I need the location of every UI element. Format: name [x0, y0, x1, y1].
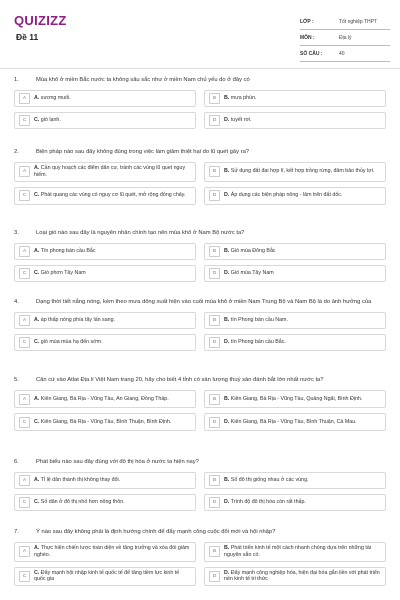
answer-option-c[interactable]	[14, 413, 196, 431]
answer-option-c[interactable]	[14, 567, 196, 587]
question-header	[14, 458, 386, 466]
option-letter-badge: D	[209, 190, 220, 201]
question-text: Ý nào sau đây không phải là định hướng chính để đẩy mạnh công cuộc đổi mới và hội nhập?	[36, 529, 276, 535]
option-body: tín Phong bán cầu Nam.	[230, 317, 288, 324]
option-letter-badge: B	[209, 315, 220, 326]
option-letter-badge: B	[209, 166, 220, 177]
header-divider	[0, 68, 400, 69]
page-title: Đề 11	[16, 32, 39, 42]
option-body: gió lạnh.	[40, 117, 61, 124]
option-body: Tỉ lệ dân thành thị không thay đổi.	[40, 477, 121, 484]
option-body: Tín phong bán cầu Bắc	[40, 248, 96, 255]
option-letter-badge: C	[19, 115, 30, 126]
answer-option-d[interactable]	[204, 112, 386, 129]
question-text: Dạng thời tiết nắng nóng, kèm theo mưa dông xuất hiện vào cuối mùa khô ở miền Nam Trung Bộ và Nam Bộ là do ảnh hưởng của	[36, 299, 372, 305]
option-body: Đẩy mạnh công nghiệp hóa, hiện đại hóa gắn liền với phát triển nền kinh tế tri thức	[224, 569, 380, 583]
option-body: Kiên Giang, Bà Rịa - Vũng Tàu, Quảng Ngãi, Bình Định.	[230, 395, 363, 402]
question-header	[14, 376, 386, 384]
option-body: áp thấp nóng phía tây lấn sang.	[40, 317, 116, 324]
option-text	[34, 248, 95, 255]
option-letter-badge: D	[209, 337, 220, 348]
option-prefix: D.	[224, 418, 230, 425]
option-text	[34, 396, 169, 403]
answer-option-a[interactable]	[14, 472, 196, 489]
question-number: 4.	[14, 299, 19, 305]
answer-option-d[interactable]	[204, 187, 386, 205]
meta-value: 40	[339, 50, 345, 57]
option-body: Sử dụng đất đai hợp lí, kết hợp trồng rừng, đảm bảo thủy lợi.	[230, 168, 375, 175]
option-body: Số đô thị giống nhau ở các vùng.	[230, 477, 309, 484]
answer-options	[14, 243, 386, 282]
question-number: 7.	[14, 529, 19, 535]
option-prefix: D.	[224, 270, 230, 277]
option-body: Kiên Giang, Bà Rịa - Vũng Tàu, Bình Thuận, Cà Mau.	[230, 418, 357, 425]
question-header	[14, 148, 386, 156]
option-text	[224, 477, 308, 484]
meta-label: LỚP :	[300, 18, 314, 25]
option-body: Áp dụng các biện pháp nông - lâm trên đất dốc.	[230, 192, 343, 199]
option-text	[34, 499, 125, 506]
option-text	[224, 317, 288, 324]
question-text: Biện pháp nào sau đây không đúng trong việc làm giảm thiệt hại do lũ quét gây ra?	[36, 149, 250, 155]
question-text: Căn cứ vào Atlat Địa lí Việt Nam trang 20, hãy cho biết 4 tỉnh có sản lượng thuỷ sản đánh bắt lớn nhất nước ta?	[36, 377, 324, 383]
question-text: Loại gió nào sau đây là nguyên nhân chính tạo nên mùa khô ở Nam Bộ nước ta?	[36, 230, 245, 236]
option-letter-badge: D	[209, 497, 220, 508]
option-body: Thực hiện chiến lược toàn diện về tăng trưởng và xóa đói giảm nghèo.	[34, 545, 190, 558]
answer-option-a[interactable]	[14, 90, 196, 107]
option-text	[34, 419, 171, 426]
answer-options	[14, 542, 386, 586]
question-4	[14, 298, 386, 351]
option-prefix: C.	[34, 499, 40, 506]
meta-value: Tốt nghiệp THPT	[339, 18, 377, 25]
question-header	[14, 528, 386, 536]
question-1	[14, 76, 386, 129]
option-body: Cần quy hoạch các điểm dân cư, tránh các vùng lũ quet nguy hiểm.	[34, 165, 186, 178]
meta-row-count	[300, 46, 390, 62]
meta-value: Địa lý	[339, 34, 352, 41]
option-letter-badge: D	[209, 571, 220, 582]
question-5	[14, 376, 386, 431]
option-text	[34, 570, 191, 584]
option-text	[224, 545, 381, 559]
option-prefix: B.	[224, 248, 230, 255]
option-prefix: D.	[224, 499, 230, 506]
option-body: tuyết rơi.	[230, 117, 252, 124]
option-text	[224, 570, 381, 584]
option-prefix: A.	[34, 395, 40, 402]
answer-option-b[interactable]	[204, 390, 386, 408]
option-prefix: A.	[34, 545, 40, 551]
answer-option-d[interactable]	[204, 265, 386, 282]
option-prefix: C.	[34, 270, 40, 277]
option-prefix: B.	[224, 168, 230, 175]
answer-option-d[interactable]	[204, 334, 386, 351]
option-text	[34, 339, 103, 346]
option-letter-badge: C	[19, 417, 30, 428]
option-prefix: A.	[34, 165, 40, 171]
option-prefix: D.	[224, 192, 230, 199]
option-letter-badge: A	[19, 166, 30, 177]
question-7	[14, 528, 386, 586]
answer-option-a[interactable]	[14, 390, 196, 408]
meta-row-class	[300, 14, 390, 30]
option-text	[224, 396, 362, 403]
option-text	[224, 248, 276, 255]
option-letter-badge: B	[209, 546, 220, 557]
option-text	[224, 499, 306, 506]
option-text	[34, 545, 191, 559]
option-letter-badge: C	[19, 190, 30, 201]
answer-option-b[interactable]	[204, 312, 386, 329]
option-text	[34, 317, 115, 324]
answer-option-b[interactable]	[204, 243, 386, 260]
option-body: Phát triển kinh tế một cách nhanh chóng dựa trên những tài nguyên sẵn có.	[224, 545, 371, 558]
answer-option-a[interactable]	[14, 312, 196, 329]
option-letter-badge: A	[19, 93, 30, 104]
meta-row-subject	[300, 30, 390, 46]
option-letter-badge: C	[19, 497, 30, 508]
question-number: 3.	[14, 230, 19, 236]
option-letter-badge: A	[19, 246, 30, 257]
option-text	[34, 95, 71, 102]
answer-option-c[interactable]	[14, 112, 196, 129]
answer-option-c[interactable]	[14, 334, 196, 351]
option-text	[34, 117, 61, 124]
option-text	[224, 117, 252, 124]
option-text	[224, 419, 357, 426]
option-body: Gió phơn Tây Nam	[40, 270, 86, 277]
option-body: tín Phong bán cầu Bắc.	[230, 339, 286, 346]
option-prefix: A.	[34, 95, 40, 102]
option-prefix: C.	[34, 418, 40, 425]
question-text: Mùa khô ở miền Bắc nước ta không sâu sắc như ở miền Nam chủ yếu do ở đây có	[36, 77, 250, 83]
option-text	[34, 477, 120, 484]
option-letter-badge: C	[19, 268, 30, 279]
option-letter-badge: A	[19, 475, 30, 486]
option-text	[224, 95, 256, 102]
option-prefix: C.	[34, 339, 40, 346]
answer-option-b[interactable]	[204, 472, 386, 489]
option-body: Kiên Giang, Bà Rịa - Vũng Tàu, Bình Thuận, Bình Định.	[40, 418, 172, 425]
meta-label: MÔN :	[300, 34, 315, 41]
option-letter-badge: C	[19, 571, 30, 582]
answer-option-d[interactable]	[204, 494, 386, 511]
answer-option-d[interactable]	[204, 567, 386, 587]
option-letter-badge: B	[209, 246, 220, 257]
meta-table	[300, 14, 390, 62]
quizizz-logo: QUIZIZZ	[14, 13, 67, 28]
question-3	[14, 229, 386, 282]
option-body: Gió mùa Đông Bắc	[230, 248, 276, 255]
answer-options	[14, 90, 386, 129]
answer-option-b[interactable]	[204, 542, 386, 562]
answer-option-a[interactable]	[14, 243, 196, 260]
option-prefix: C.	[34, 569, 40, 576]
option-letter-badge: A	[19, 315, 30, 326]
question-number: 1.	[14, 77, 19, 83]
option-body: Số dân ở đô thị nhỏ hơn nông thôn.	[40, 499, 125, 506]
question-number: 6.	[14, 459, 19, 465]
option-text	[34, 165, 191, 179]
question-header	[14, 229, 386, 237]
option-body: sương muối.	[40, 95, 71, 102]
question-header	[14, 76, 386, 84]
option-letter-badge: D	[209, 417, 220, 428]
option-text	[224, 192, 342, 199]
option-prefix: B.	[224, 545, 230, 551]
option-body: Gió mùa Tây Nam	[230, 270, 274, 277]
answer-option-b[interactable]	[204, 162, 386, 182]
option-body: Trình độ đô thị hóa còn rất thấp.	[230, 499, 306, 506]
option-letter-badge: B	[209, 394, 220, 405]
question-6	[14, 458, 386, 511]
option-prefix: B.	[224, 317, 230, 324]
option-letter-badge: B	[209, 93, 220, 104]
answer-option-b[interactable]	[204, 90, 386, 107]
option-letter-badge: D	[209, 115, 220, 126]
answer-option-c[interactable]	[14, 265, 196, 282]
option-text	[34, 192, 185, 199]
option-letter-badge: A	[19, 546, 30, 557]
option-text	[224, 270, 274, 277]
answer-options	[14, 312, 386, 351]
option-prefix: C.	[34, 192, 40, 199]
option-body: Đẩy mạnh hội nhập kinh tế quốc tế để tăng tiềm lực kinh tế quốc gia	[34, 569, 180, 583]
question-number: 5.	[14, 377, 19, 383]
option-body: Kiên Giang, Bà Rịa - Vũng Tàu, An Giang, Đồng Tháp.	[40, 395, 169, 402]
option-letter-badge: C	[19, 337, 30, 348]
option-prefix: B.	[224, 95, 230, 102]
option-body: mưa phùn.	[230, 95, 257, 102]
option-text	[34, 270, 86, 277]
option-prefix: A.	[34, 248, 40, 255]
option-prefix: B.	[224, 477, 230, 484]
option-text	[224, 339, 286, 346]
answer-options	[14, 472, 386, 511]
option-letter-badge: B	[209, 475, 220, 486]
option-letter-badge: D	[209, 268, 220, 279]
option-prefix: D.	[224, 569, 230, 576]
answer-option-a[interactable]	[14, 162, 196, 182]
answer-option-c[interactable]	[14, 187, 196, 205]
question-header	[14, 298, 386, 306]
option-prefix: D.	[224, 117, 230, 124]
question-2	[14, 148, 386, 205]
answer-options	[14, 162, 386, 205]
option-prefix: A.	[34, 477, 40, 484]
question-number: 2.	[14, 149, 19, 155]
option-prefix: C.	[34, 117, 40, 124]
answer-option-d[interactable]	[204, 413, 386, 431]
answer-option-c[interactable]	[14, 494, 196, 511]
answer-options	[14, 390, 386, 431]
question-text: Phát biểu nào sau đây đúng với đô thị hóa ở nước ta hiện nay?	[36, 459, 199, 465]
meta-label: SỐ CÂU :	[300, 50, 323, 57]
option-prefix: B.	[224, 395, 230, 402]
option-prefix: D.	[224, 339, 230, 346]
option-body: gió mùa mùa hạ đến sớm.	[40, 339, 103, 346]
option-letter-badge: A	[19, 394, 30, 405]
option-prefix: A.	[34, 317, 40, 324]
option-text	[224, 168, 374, 175]
answer-option-a[interactable]	[14, 542, 196, 562]
option-body: Phát quang các vùng có nguy cơ lũ quét, mở rộng đồng chảy.	[40, 192, 186, 199]
